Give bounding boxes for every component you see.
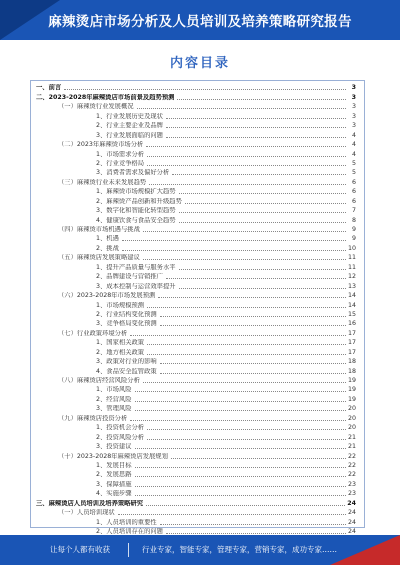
toc-entry[interactable] bbox=[36, 168, 356, 177]
toc-dot-leader bbox=[147, 156, 346, 157]
toc-dot-leader bbox=[147, 439, 346, 440]
footer-slogan: 让每个人都有收获 bbox=[50, 545, 110, 554]
toc-entry[interactable] bbox=[36, 376, 356, 385]
toc-dot-leader bbox=[135, 486, 346, 487]
toc-entry[interactable] bbox=[36, 177, 356, 186]
toc-entry-page: 6 bbox=[351, 178, 356, 186]
toc-entry-title: 3、保障措施 bbox=[96, 480, 132, 488]
toc-entry-title: （八）麻辣烫店经营风险分析 bbox=[58, 377, 140, 384]
toc-entry-title: 2、挑战 bbox=[96, 244, 119, 252]
toc-entry[interactable] bbox=[36, 111, 356, 120]
toc-entry[interactable] bbox=[36, 83, 356, 92]
toc-entry-page: 20 bbox=[347, 405, 356, 413]
report-title: 麻辣烫店市场分析及人员培训及培养策略研究报告 bbox=[48, 14, 352, 30]
toc-entry-title: 3、竞争格局变化预测 bbox=[96, 320, 157, 328]
toc-dot-leader bbox=[135, 467, 346, 468]
toc-dot-leader bbox=[147, 429, 346, 430]
toc-dot-leader bbox=[179, 269, 346, 270]
toc-dot-leader bbox=[146, 505, 345, 506]
toc-entry[interactable] bbox=[36, 262, 356, 271]
toc-entry-page: 22 bbox=[347, 461, 356, 469]
toc-entry-page: 19 bbox=[347, 395, 356, 403]
toc-entry-title: 1、国家相关政策 bbox=[96, 339, 145, 347]
toc-entry[interactable] bbox=[36, 130, 356, 139]
toc-entry-title: （四）麻辣烫市场机遇与挑战 bbox=[58, 226, 140, 233]
toc-entry[interactable] bbox=[36, 442, 356, 451]
toc-entry-title: 1、行业发展历史及现状 bbox=[96, 112, 163, 120]
toc-entry-page: 3 bbox=[351, 112, 356, 120]
toc-entry[interactable] bbox=[36, 489, 356, 498]
toc-entry-title: 3、消费者需求及偏好分析 bbox=[96, 169, 170, 177]
toc-dot-leader bbox=[135, 476, 346, 477]
toc-dot-leader bbox=[135, 391, 346, 392]
toc-entry-title: 1、市场规模预测 bbox=[96, 301, 145, 309]
toc-dot-leader bbox=[166, 137, 346, 138]
toc-dot-leader bbox=[147, 307, 346, 308]
toc-dot-leader bbox=[122, 250, 346, 251]
toc-entry[interactable] bbox=[36, 404, 356, 413]
toc-entry-page: 3 bbox=[351, 93, 356, 101]
toc-dot-leader bbox=[179, 222, 346, 223]
toc-entry-title: 1、市场需求分析 bbox=[96, 150, 145, 158]
toc-entry-title: 2、人员培训存在的问题 bbox=[96, 528, 163, 535]
toc-dot-leader bbox=[179, 193, 346, 194]
toc-entry[interactable] bbox=[36, 328, 356, 337]
toc-entry-title: 二、2023-2028年麻辣烫店市场前景及趋势预测 bbox=[36, 93, 175, 101]
toc-entry[interactable] bbox=[36, 394, 356, 403]
toc-entry-title: （一）人员培训现状 bbox=[58, 509, 115, 517]
toc-dot-leader bbox=[166, 533, 346, 534]
toc-entry[interactable] bbox=[36, 243, 356, 252]
toc-dot-leader bbox=[149, 184, 346, 185]
toc-entry-page: 21 bbox=[347, 433, 356, 441]
toc-entry[interactable] bbox=[36, 92, 356, 101]
toc-entry-title: 1、人员培训的重要性 bbox=[96, 518, 157, 526]
toc-entry[interactable] bbox=[36, 159, 356, 168]
toc-entry-title: 1、市场风险 bbox=[96, 386, 132, 394]
toc-entry-page: 5 bbox=[351, 169, 356, 177]
toc-dot-leader bbox=[147, 165, 346, 166]
toc-entry-title: 2、投资风险分析 bbox=[96, 433, 145, 441]
toc-entry-page: 4 bbox=[351, 131, 356, 139]
toc-dot-leader bbox=[147, 344, 346, 345]
toc-entry-title: 2、发展思路 bbox=[96, 471, 132, 479]
toc-entry[interactable] bbox=[36, 517, 356, 526]
toc-entry-title: 3、管理风险 bbox=[96, 405, 132, 413]
toc-dot-leader bbox=[118, 514, 346, 515]
toc-entry-page: 14 bbox=[347, 292, 356, 300]
toc-entry-title: 三、麻辣烫店人员培训及培养策略研究 bbox=[36, 499, 144, 507]
toc-dot-leader bbox=[146, 146, 346, 147]
toc-entry-title: 1、提升产品质量与服务水平 bbox=[96, 263, 176, 271]
toc-entry-page: 5 bbox=[351, 159, 356, 167]
toc-entry-page: 23 bbox=[347, 490, 356, 498]
toc-entry-page: 10 bbox=[347, 244, 356, 252]
toc-entry[interactable] bbox=[36, 281, 356, 290]
toc-entry-page: 9 bbox=[351, 235, 356, 243]
toc-entry-page: 21 bbox=[347, 443, 356, 451]
toc-dot-leader bbox=[160, 373, 346, 374]
toc-entry-page: 18 bbox=[347, 367, 356, 375]
toc-entry[interactable] bbox=[36, 102, 356, 111]
toc-entry-title: 一、前言 bbox=[36, 84, 62, 92]
toc-dot-leader bbox=[135, 495, 346, 496]
toc-dot-leader bbox=[143, 231, 346, 232]
toc-entry-title: 4、实施步骤 bbox=[96, 490, 132, 498]
toc-entry[interactable] bbox=[36, 347, 356, 356]
toc-entry[interactable] bbox=[36, 451, 356, 460]
toc-heading: 内容目录 bbox=[169, 56, 230, 71]
toc-entry-page: 17 bbox=[347, 339, 356, 347]
toc-entry[interactable] bbox=[36, 498, 356, 507]
toc-entry[interactable] bbox=[36, 121, 356, 130]
toc-entry[interactable] bbox=[36, 300, 356, 309]
toc-dot-leader bbox=[137, 108, 346, 109]
toc-entry[interactable] bbox=[36, 508, 356, 517]
toc-entry-page: 11 bbox=[347, 263, 356, 271]
toc-entry-title: （一）麻辣烫行业发展概况 bbox=[58, 103, 134, 111]
toc-entry[interactable] bbox=[36, 470, 356, 479]
toc-entry[interactable] bbox=[36, 310, 356, 319]
toc-entry-page: 6 bbox=[351, 188, 356, 196]
toc-entry-page: 4 bbox=[351, 141, 356, 149]
toc-entry-page: 3 bbox=[351, 122, 356, 130]
toc-entry-page: 14 bbox=[347, 301, 356, 309]
toc-entry-title: （七）行业政策环境分析 bbox=[58, 329, 128, 337]
toc-dot-leader bbox=[143, 382, 346, 383]
toc-entry-title: 4、健康饮食与食品安全趋势 bbox=[96, 216, 176, 224]
toc-entry-page: 20 bbox=[347, 414, 356, 422]
toc-dot-leader bbox=[177, 99, 346, 100]
toc-entry[interactable] bbox=[36, 432, 356, 441]
toc-entry-page: 6 bbox=[351, 197, 356, 205]
toc-dot-leader bbox=[64, 89, 346, 90]
toc-entry[interactable] bbox=[36, 479, 356, 488]
toc-entry[interactable] bbox=[36, 366, 356, 375]
toc-entry-title: 1、发展目标 bbox=[96, 461, 132, 469]
toc-dot-leader bbox=[171, 458, 346, 459]
toc-entry-title: 2、麻辣烫产品创新和升级趋势 bbox=[96, 197, 182, 205]
toc-entry-title: 2、经营风险 bbox=[96, 395, 132, 403]
toc-entry-page: 22 bbox=[347, 471, 356, 479]
toc-dot-leader bbox=[147, 354, 346, 355]
toc-entry[interactable] bbox=[36, 206, 356, 215]
toc-entry-title: 2、行业竞争格局 bbox=[96, 159, 145, 167]
toc-entry[interactable] bbox=[36, 140, 356, 149]
footer-divider bbox=[128, 543, 129, 557]
toc-entry-page: 19 bbox=[347, 386, 356, 394]
toc-entry-page: 17 bbox=[347, 329, 356, 337]
toc-entry-page: 23 bbox=[347, 480, 356, 488]
toc-entry[interactable] bbox=[36, 225, 356, 234]
toc-dot-leader bbox=[135, 401, 346, 402]
toc-dot-leader bbox=[135, 448, 346, 449]
footer-tagline: 行业专家，智能专家，管理专家，营销专家，成功专家…… bbox=[142, 545, 337, 554]
toc-entry-title: 1、麻辣烫市场规模扩大趋势 bbox=[96, 188, 176, 196]
toc-entry[interactable] bbox=[36, 253, 356, 262]
toc-entry-title: 4、食品安全监管政策 bbox=[96, 367, 157, 375]
toc-entry-page: 3 bbox=[351, 84, 356, 92]
toc-entry[interactable] bbox=[36, 319, 356, 328]
footer-bar bbox=[0, 535, 400, 565]
toc-entry-page: 7 bbox=[351, 207, 356, 215]
toc-entry[interactable] bbox=[36, 461, 356, 470]
toc-entry[interactable] bbox=[36, 385, 356, 394]
toc-dot-leader bbox=[158, 297, 346, 298]
toc-entry-page: 24 bbox=[347, 509, 356, 517]
toc-dot-leader bbox=[160, 363, 346, 364]
toc-entry-page: 8 bbox=[351, 216, 356, 224]
toc-entry-title: 2、品牌建设与营销推广 bbox=[96, 273, 163, 281]
toc-entry-page: 12 bbox=[347, 273, 356, 281]
toc-dot-leader bbox=[172, 174, 346, 175]
toc-dot-leader bbox=[135, 410, 346, 411]
toc-entry-title: 3、数字化和智能化转型趋势 bbox=[96, 207, 176, 215]
toc-entry-title: 3、行业发展面临的问题 bbox=[96, 131, 163, 139]
toc-dot-leader bbox=[160, 524, 346, 525]
toc-entry-title: （十）2023-2028年麻辣烫店发展规划 bbox=[58, 452, 168, 460]
toc-dot-leader bbox=[130, 420, 346, 421]
toc-entry[interactable] bbox=[36, 234, 356, 243]
toc-entry-page: 9 bbox=[351, 226, 356, 233]
toc-entry[interactable] bbox=[36, 291, 356, 300]
toc-entry-page: 3 bbox=[351, 103, 356, 111]
toc-dot-leader bbox=[166, 127, 346, 128]
toc-dot-leader bbox=[143, 259, 346, 260]
toc-entry[interactable] bbox=[36, 357, 356, 366]
toc-dot-leader bbox=[166, 118, 346, 119]
toc-dot-leader bbox=[122, 240, 346, 241]
toc-entry-page: 18 bbox=[347, 358, 356, 366]
toc-dot-leader bbox=[166, 278, 346, 279]
toc-entry-title: 2、行业结构变化预测 bbox=[96, 310, 157, 318]
toc-entry[interactable] bbox=[36, 413, 356, 422]
toc-entry-title: 3、政策对行业的影响 bbox=[96, 358, 157, 366]
header-bar bbox=[0, 0, 400, 40]
toc-entry-page: 13 bbox=[347, 282, 356, 290]
toc-entry-page: 24 bbox=[347, 499, 356, 507]
toc-entry-title: （九）麻辣烫店投资分析 bbox=[58, 414, 128, 422]
toc-entry-page: 22 bbox=[347, 452, 356, 460]
toc-entry-title: （三）麻辣烫行业未来发展趋势 bbox=[58, 178, 147, 186]
toc-dot-leader bbox=[185, 203, 346, 204]
toc-entry[interactable] bbox=[36, 215, 356, 224]
toc-dot-leader bbox=[179, 288, 346, 289]
table-of-contents bbox=[36, 83, 356, 536]
toc-entry-page: 15 bbox=[347, 310, 356, 318]
toc-entry-page: 4 bbox=[351, 150, 356, 158]
toc-entry-title: （二）2023年麻辣烫市场分析 bbox=[58, 141, 144, 149]
toc-entry-title: （六）2023-2028年市场发展预测 bbox=[58, 292, 156, 300]
toc-entry-title: （五）麻辣烫店发展策略建议 bbox=[58, 254, 140, 262]
toc-entry-title: 1、机遇 bbox=[96, 235, 119, 243]
toc-entry-page: 24 bbox=[347, 528, 356, 535]
toc-dot-leader bbox=[179, 212, 346, 213]
toc-entry-title: 2、地方相关政策 bbox=[96, 348, 145, 356]
toc-entry-page: 24 bbox=[347, 518, 356, 526]
toc-entry[interactable] bbox=[36, 423, 356, 432]
toc-entry[interactable] bbox=[36, 196, 356, 205]
toc-entry-title: 2、行业主要企业及品牌 bbox=[96, 122, 163, 130]
toc-entry-page: 17 bbox=[347, 348, 356, 356]
toc-entry-page: 16 bbox=[347, 320, 356, 328]
footer-accent bbox=[330, 535, 400, 565]
toc-entry-title: 1、投资机会分析 bbox=[96, 424, 145, 432]
toc-dot-leader bbox=[160, 325, 346, 326]
toc-entry-page: 19 bbox=[347, 377, 356, 384]
toc-entry-page: 20 bbox=[347, 424, 356, 432]
toc-entry[interactable] bbox=[36, 338, 356, 347]
toc-entry[interactable] bbox=[36, 272, 356, 281]
toc-entry[interactable] bbox=[36, 149, 356, 158]
toc-entry[interactable] bbox=[36, 187, 356, 196]
toc-entry-title: 3、成本控制与运营效率提升 bbox=[96, 282, 176, 290]
toc-dot-leader bbox=[130, 335, 346, 336]
toc-entry-title: 3、投资建议 bbox=[96, 443, 132, 451]
toc-entry-page: 11 bbox=[347, 254, 356, 262]
toc-dot-leader bbox=[160, 316, 346, 317]
